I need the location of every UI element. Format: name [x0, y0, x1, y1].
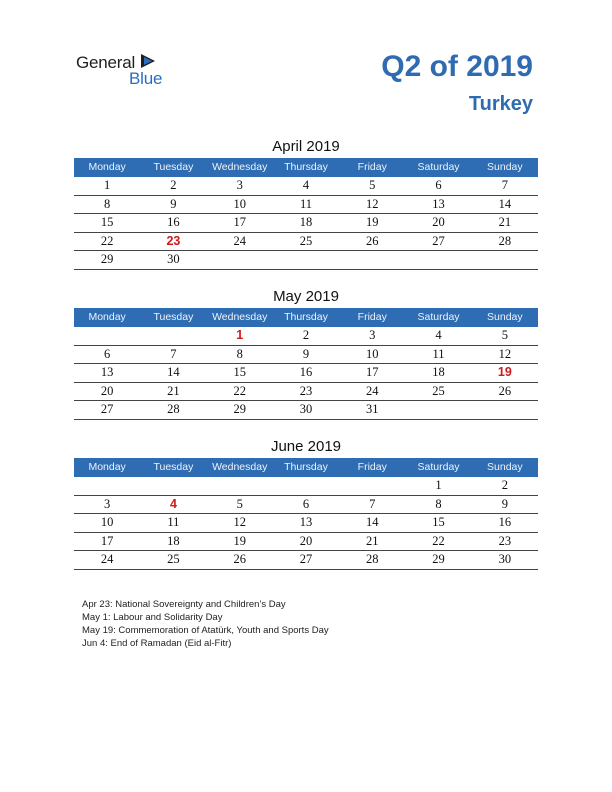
weekday-label: Monday [88, 461, 126, 473]
weekday-header [74, 308, 538, 327]
empty-day-cell [405, 401, 471, 419]
weekday-label: Saturday [417, 461, 460, 473]
day-cell: 15 [100, 215, 114, 229]
week-row [74, 327, 538, 346]
day-cell: 3 [369, 328, 376, 342]
day-cell: 28 [167, 402, 180, 416]
day-cell: 13 [100, 365, 114, 379]
day-cell: 18 [167, 533, 180, 548]
empty-day-cell [140, 327, 206, 345]
day-cell: 3 [236, 178, 243, 192]
day-cell: 1 [104, 178, 111, 192]
week-row [74, 533, 538, 552]
day-cell: 9 [302, 346, 310, 361]
weekday-label: Sunday [487, 461, 523, 473]
holiday-note: May 1: Labour and Solidarity Day [82, 612, 223, 623]
day-cell: 25 [167, 552, 180, 566]
day-cell: 7 [170, 346, 177, 361]
month-calendar [74, 286, 538, 420]
day-cell: 5 [501, 328, 508, 342]
weekday-label: Thursday [284, 311, 328, 323]
day-cell: 3 [104, 496, 111, 511]
month-calendar [74, 436, 538, 570]
weekday-label: Wednesday [212, 161, 268, 173]
day-cell: 10 [233, 196, 246, 211]
day-cell: 26 [366, 233, 379, 248]
day-cell: 7 [501, 178, 508, 192]
logo-flag-accent-icon [144, 57, 152, 65]
logo-blue-text: Blue [129, 69, 163, 88]
day-cell: 24 [366, 383, 379, 398]
weekday-label: Wednesday [212, 311, 268, 323]
day-cell: 16 [498, 515, 512, 529]
day-cell: 25 [432, 383, 445, 398]
day-cell: 30 [167, 252, 180, 266]
day-cell: 8 [236, 346, 243, 361]
day-cell: 8 [435, 496, 442, 511]
week-row [74, 496, 538, 515]
day-cell: 13 [299, 515, 313, 529]
day-cell: 10 [100, 515, 114, 529]
weekday-label: Monday [88, 161, 126, 173]
holiday-note: Jun 4: End of Ramadan (Eid al-Fitr) [82, 638, 232, 649]
day-cell: 14 [498, 196, 512, 211]
day-cell: 19 [366, 215, 379, 229]
empty-day-cell [74, 327, 140, 345]
day-cell: 12 [366, 196, 379, 211]
empty-day-cell [472, 401, 538, 419]
empty-day-cell [472, 251, 538, 269]
weekday-label: Sunday [487, 161, 523, 173]
holiday-day-cell: 23 [166, 233, 181, 248]
week-row [74, 364, 538, 383]
day-cell: 20 [299, 533, 313, 548]
day-cell: 11 [299, 196, 312, 211]
empty-day-cell [273, 251, 339, 269]
day-cell: 16 [167, 215, 180, 229]
week-row [74, 251, 538, 270]
day-cell: 30 [299, 402, 313, 416]
day-cell: 28 [366, 552, 379, 566]
weekday-label: Tuesday [153, 161, 194, 173]
day-cell: 29 [100, 252, 114, 266]
day-cell: 15 [432, 515, 445, 529]
day-cell: 12 [498, 346, 512, 361]
day-cell: 27 [100, 402, 114, 416]
empty-day-cell [74, 477, 140, 495]
day-cell: 12 [233, 515, 246, 529]
day-cell: 2 [302, 328, 310, 342]
day-cell: 5 [369, 178, 376, 192]
month-calendar [74, 136, 538, 270]
week-row [74, 346, 538, 365]
empty-day-cell [405, 251, 471, 269]
day-cell: 6 [302, 496, 310, 511]
day-cell: 9 [170, 196, 177, 211]
day-cell: 27 [432, 233, 445, 248]
day-cell: 16 [299, 365, 313, 379]
day-cell: 4 [435, 328, 442, 342]
weekday-label: Tuesday [153, 461, 194, 473]
day-cell: 19 [233, 533, 246, 548]
day-cell: 29 [233, 402, 246, 416]
logo [76, 52, 186, 92]
day-cell: 24 [100, 552, 114, 566]
week-row [74, 551, 538, 570]
day-cell: 21 [366, 533, 379, 548]
holiday-note: Apr 23: National Sovereignty and Children’s Day [82, 599, 286, 610]
weekday-label: Saturday [417, 311, 460, 323]
day-cell: 14 [366, 515, 379, 529]
month-title: June 2019 [270, 438, 342, 455]
week-row [74, 196, 538, 215]
weekday-label: Thursday [284, 161, 328, 173]
weekday-label: Wednesday [212, 461, 268, 473]
week-row [74, 477, 538, 496]
weekday-label: Tuesday [153, 311, 194, 323]
day-cell: 5 [236, 496, 243, 511]
day-cell: 22 [100, 233, 114, 248]
weekday-header [74, 158, 538, 177]
day-cell: 11 [167, 515, 180, 529]
country-name: Turkey [468, 93, 533, 115]
day-cell: 18 [299, 215, 313, 229]
day-cell: 26 [233, 552, 246, 566]
holiday-day-cell: 4 [169, 496, 177, 511]
day-cell: 10 [366, 346, 379, 361]
day-cell: 21 [167, 383, 180, 398]
day-cell: 17 [233, 215, 246, 229]
day-cell: 13 [432, 196, 445, 211]
empty-day-cell [339, 477, 405, 495]
day-cell: 21 [498, 215, 512, 229]
month-title: May 2019 [273, 288, 339, 305]
holiday-day-cell: 19 [497, 365, 512, 379]
day-cell: 27 [299, 552, 313, 566]
day-cell: 22 [233, 383, 246, 398]
weekday-label: Monday [88, 311, 126, 323]
day-cell: 6 [435, 178, 442, 192]
weekday-header [74, 458, 538, 477]
day-cell: 23 [498, 533, 512, 548]
empty-day-cell [207, 251, 273, 269]
week-row [74, 214, 538, 233]
week-row [74, 383, 538, 402]
empty-day-cell [339, 251, 405, 269]
holiday-day-cell: 1 [236, 328, 244, 342]
holiday-notes [82, 598, 329, 650]
weekday-label: Thursday [284, 461, 328, 473]
day-cell: 26 [498, 383, 512, 398]
day-cell: 25 [299, 233, 313, 248]
week-row [74, 514, 538, 533]
week-row [74, 177, 538, 196]
day-cell: 20 [100, 383, 114, 398]
day-cell: 1 [435, 478, 442, 492]
empty-day-cell [273, 477, 339, 495]
day-cell: 8 [104, 196, 111, 211]
day-cell: 22 [432, 533, 445, 548]
page-title: Q2 of 2019 [381, 50, 533, 83]
day-cell: 23 [299, 383, 313, 398]
day-cell: 24 [233, 233, 246, 248]
day-cell: 15 [233, 365, 246, 379]
logo-general-text: General [76, 53, 136, 72]
empty-day-cell [207, 477, 273, 495]
weekday-label: Friday [357, 461, 387, 473]
day-cell: 2 [501, 478, 508, 492]
day-cell: 29 [432, 552, 445, 566]
weekday-label: Friday [357, 161, 387, 173]
week-row [74, 233, 538, 252]
day-cell: 11 [432, 346, 445, 361]
day-cell: 4 [302, 178, 310, 192]
month-title: April 2019 [272, 138, 340, 155]
empty-day-cell [140, 477, 206, 495]
week-row [74, 401, 538, 420]
day-cell: 7 [369, 496, 376, 511]
weekday-label: Saturday [417, 161, 460, 173]
day-cell: 6 [104, 346, 111, 361]
day-cell: 2 [170, 178, 177, 192]
day-cell: 17 [366, 365, 379, 379]
day-cell: 30 [498, 552, 512, 566]
holiday-note: May 19: Commemoration of Atatürk, Youth and Sports Day [82, 625, 329, 636]
day-cell: 31 [366, 402, 379, 416]
day-cell: 18 [432, 365, 445, 379]
day-cell: 14 [167, 365, 180, 379]
day-cell: 20 [432, 215, 445, 229]
day-cell: 28 [498, 233, 512, 248]
weekday-label: Sunday [487, 311, 523, 323]
day-cell: 17 [100, 533, 114, 548]
day-cell: 9 [501, 496, 508, 511]
weekday-label: Friday [357, 311, 387, 323]
